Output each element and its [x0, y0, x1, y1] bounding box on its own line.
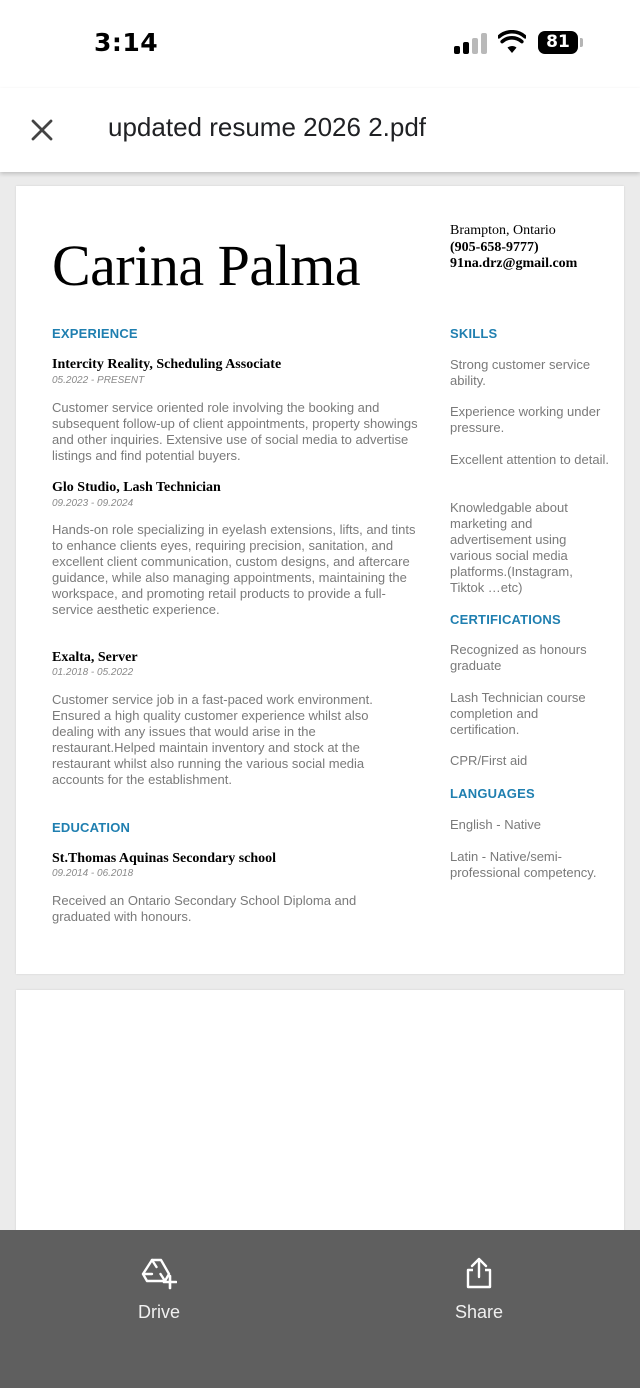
share-button[interactable] [419, 1256, 539, 1323]
certification-item: Lash Technician course completion and certification. [450, 690, 586, 737]
certification-item: CPR/First aid [450, 753, 528, 768]
pdf-page-1[interactable] [16, 186, 624, 974]
wifi-icon [498, 30, 526, 54]
skill-item: Experience working under pressure. [450, 404, 601, 435]
app-header [0, 88, 640, 172]
job-title: Glo Studio, Lash Technician [52, 480, 221, 495]
close-icon[interactable] [26, 114, 58, 146]
drive-button[interactable] [99, 1256, 219, 1323]
status-time: 3:14 [94, 28, 159, 57]
drive-add-icon [141, 1256, 177, 1290]
contact-info [450, 223, 577, 273]
education-title: St.Thomas Aquinas Secondary school [52, 851, 277, 866]
contact-location: Brampton, Ontario [450, 223, 556, 238]
languages-heading: LANGUAGES [450, 786, 535, 801]
job-dates: 05.2022 - PRESENT [52, 375, 145, 386]
job-title: Exalta, Server [52, 650, 138, 665]
share-label: Share [454, 1302, 504, 1322]
skill-item: Strong customer service ability. [450, 357, 591, 388]
drive-label: Drive [137, 1302, 180, 1322]
contact-phone: (905-658-9777) [450, 239, 539, 255]
language-item: Latin - Native/semi-professional competency. [450, 849, 597, 880]
certifications-heading: CERTIFICATIONS [450, 612, 561, 627]
job-dates: 09.2023 - 09.2024 [52, 498, 134, 509]
bottom-toolbar [0, 1230, 640, 1388]
skill-item: Excellent attention to detail. [450, 452, 609, 467]
job-dates: 01.2018 - 05.2022 [52, 667, 134, 678]
battery-icon [538, 31, 584, 54]
job-description: Customer service oriented role involving the booking and subsequent follow-up of client appointments, property showings and other inquiries. Extensive use of social media to advertise listings and find potential buyers. [52, 400, 418, 463]
share-icon [461, 1256, 497, 1290]
battery-level: 81 [538, 31, 578, 54]
job-description: Hands-on role specializing in eyelash extensions, lifts, and tints to enhance clients eyes, requiring precision, sanitation, and excellent client communication, custom designs, and aftercare guidance, while also managing appointments, maintaining the workspace, and promoting retail products to provide a full-service aesthetic experience. [52, 522, 416, 617]
education-heading: EDUCATION [52, 820, 131, 835]
cellular-signal-icon [454, 32, 490, 54]
skills-heading: SKILLS [450, 326, 498, 341]
education-dates: 09.2014 - 06.2018 [52, 868, 134, 879]
document-title: updated resume 2026 2.pdf [108, 112, 427, 142]
experience-heading: EXPERIENCE [52, 326, 138, 341]
resume-name: Carina Palma [52, 233, 361, 298]
education-description: Received an Ontario Secondary School Diploma and graduated with honours. [52, 893, 357, 924]
contact-email: 91na.drz@gmail.com [450, 256, 578, 271]
status-bar [0, 0, 640, 88]
certification-item: Recognized as honours graduate [450, 642, 587, 673]
job-title: Intercity Reality, Scheduling Associate [52, 357, 282, 372]
job-description: Customer service job in a fast-paced work environment. Ensured a high quality customer experience whilst also dealing with any issues that would arise in the restaurant.Helped maintain inventory and stock at the restaurant whilst also running the various social media accounts for the establishment. [52, 692, 373, 787]
language-item: English - Native [450, 817, 542, 832]
skill-item: Knowledgable about marketing and advertisement using various social media platforms.(Instagram, Tiktok …etc) [450, 500, 573, 595]
